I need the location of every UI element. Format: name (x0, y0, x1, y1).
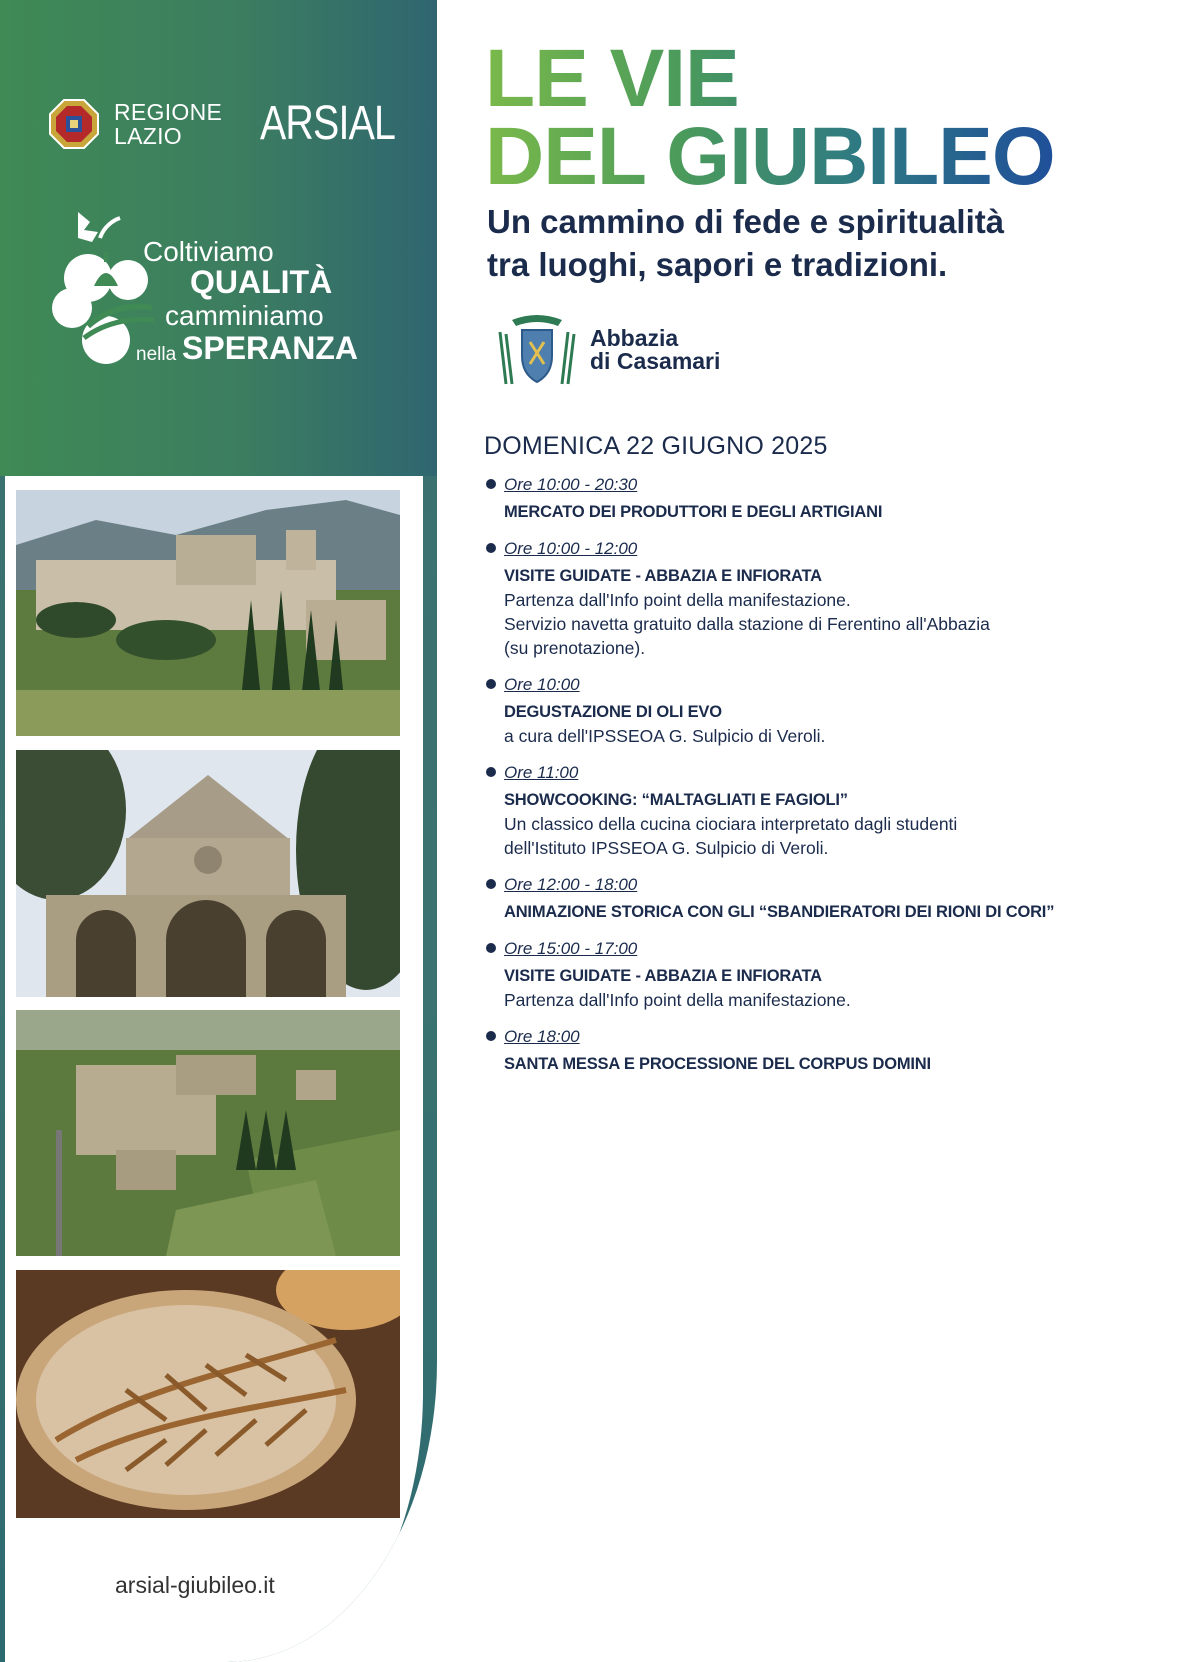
claim-qualita: QUALITÀ (190, 264, 333, 300)
claim-speranza: SPERANZA (182, 330, 359, 366)
abbey-panorama-photo (16, 490, 400, 736)
schedule-time: Ore 10:00 - 20:30 (504, 475, 638, 494)
bullet-icon (486, 543, 496, 553)
schedule-desc: Partenza dall'Info point della manifestazione. (504, 590, 851, 610)
claim-camminiamo: camminiamo (165, 300, 324, 331)
schedule-desc: dell'Istituto IPSSEOA G. Sulpicio di Veroli. (504, 838, 829, 858)
schedule-time: Ore 12:00 - 18:00 (504, 875, 638, 894)
abbey-facade-photo (16, 750, 400, 997)
schedule-desc: Partenza dall'Info point della manifestazione. (504, 990, 851, 1010)
website-label: arsial-giubileo.it (115, 1572, 275, 1598)
regione-lazio-crest-icon (48, 98, 100, 150)
schedule-time: Ore 10:00 (504, 675, 580, 694)
bullet-icon (486, 943, 496, 953)
schedule-item (484, 673, 1144, 748)
bullet-icon (486, 1031, 496, 1041)
event-date: DOMENICA 22 GIUGNO 2025 (484, 432, 828, 460)
abbey-logo (492, 312, 752, 388)
schedule-desc: a cura dell'IPSSEOA G. Sulpicio di Veroli. (504, 726, 826, 746)
bullet-icon (486, 879, 496, 889)
schedule-desc: (su prenotazione). (504, 638, 646, 658)
event-subtitle: Un cammino di fede e spiritualità tra luoghi, sapori e tradizioni. (487, 203, 1005, 283)
claim-logo (48, 208, 388, 373)
schedule-time: Ore 11:00 (504, 763, 579, 782)
schedule-desc: Servizio navetta gratuito dalla stazione di Ferentino all'Abbazia (504, 614, 990, 634)
schedule-item (484, 473, 1144, 524)
schedule-item (484, 1025, 1144, 1076)
schedule-desc: Un classico della cucina ciociara interpretato dagli studenti (504, 814, 958, 834)
logo-row (48, 97, 396, 158)
schedule-title: ANIMAZIONE STORICA CON GLI “SBANDIERATORI DEI RIONI DI CORI” (504, 903, 1055, 921)
schedule-item (484, 761, 1144, 860)
claim-nella: nella (136, 344, 177, 365)
abbey-crest-icon (492, 312, 582, 388)
bullet-icon (486, 767, 496, 777)
schedule-item (484, 873, 1144, 924)
schedule-title: MERCATO DEI PRODUTTORI E DEGLI ARTIGIANI (504, 503, 883, 521)
bullet-icon (486, 479, 496, 489)
schedule-title: SANTA MESSA E PROCESSIONE DEL CORPUS DOMINI (504, 1055, 931, 1073)
arsial-logo: ARSIAL (260, 97, 396, 150)
schedule-item (484, 537, 1144, 660)
event-schedule (484, 473, 1144, 1089)
schedule-title: VISITE GUIDATE - ABBAZIA E INFIORATA (504, 567, 822, 585)
schedule-title: DEGUSTAZIONE DI OLI EVO (504, 703, 722, 721)
schedule-item (484, 937, 1144, 1012)
schedule-time: Ore 10:00 - 12:00 (504, 539, 638, 558)
claim-coltiviamo: Coltiviamo (143, 236, 274, 267)
bullet-icon (486, 679, 496, 689)
abbey-aerial-photo (16, 1010, 400, 1256)
bread-loaf-photo (16, 1270, 400, 1518)
event-title: LE VIE DEL GIUBILEO (485, 33, 1055, 202)
schedule-title: SHOWCOOKING: “MALTAGLIATI E FAGIOLI” (504, 791, 848, 809)
schedule-time: Ore 15:00 - 17:00 (504, 939, 638, 958)
regione-lazio-label: REGIONE LAZIO (114, 99, 223, 149)
abbey-name: Abbazia di Casamari (590, 325, 721, 374)
schedule-time: Ore 18:00 (504, 1027, 580, 1046)
schedule-title: VISITE GUIDATE - ABBAZIA E INFIORATA (504, 967, 822, 985)
